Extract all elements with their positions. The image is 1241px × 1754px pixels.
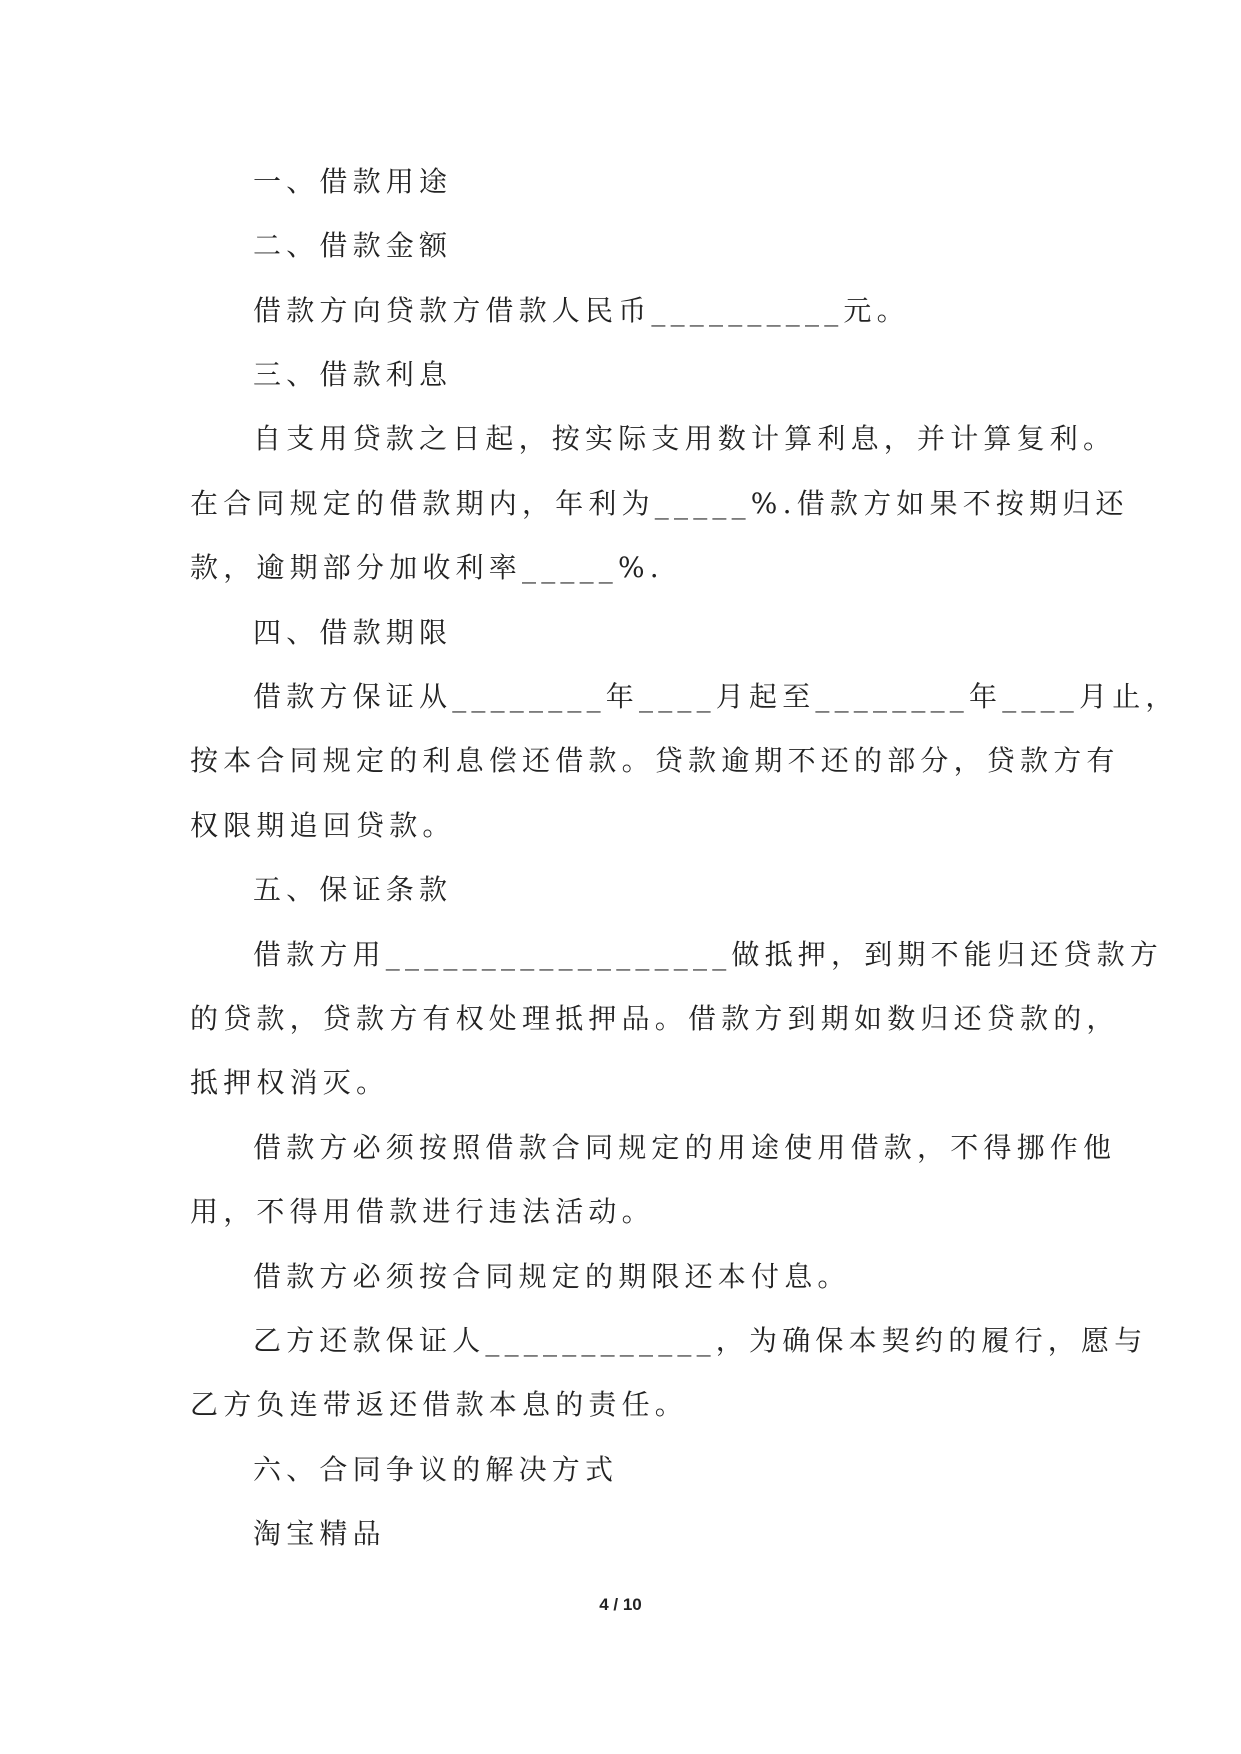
section-heading-amount: 二、借款金额 — [253, 229, 453, 262]
paragraph-line: 借款方必须按照借款合同规定的用途使用借款，不得挪作他 — [253, 1131, 1117, 1164]
paragraph-line: 自支用贷款之日起，按实际支用数计算利息，并计算复利。 — [253, 422, 1117, 455]
section-heading-purpose: 一、借款用途 — [253, 165, 453, 198]
paragraph-line: 乙方还款保证人____________，为确保本契约的履行，愿与 — [253, 1324, 1148, 1357]
paragraph-line: 款，逾期部分加收利率_____%. — [190, 551, 664, 584]
paragraph-line: 借款方用__________________做抵押，到期不能归还贷款方 — [253, 938, 1164, 971]
section-heading-guarantee: 五、保证条款 — [253, 873, 453, 906]
paragraph-line: 权限期追回贷款。 — [190, 809, 456, 842]
paragraph-line: 淘宝精品 — [253, 1517, 386, 1550]
paragraph-line: 乙方负连带返还借款本息的责任。 — [190, 1388, 689, 1421]
page-number: 4 / 10 — [599, 1595, 642, 1614]
paragraph-line: 借款方必须按合同规定的期限还本付息。 — [253, 1260, 851, 1293]
paragraph-line: 在合同规定的借款期内，年利为_____%.借款方如果不按期归还 — [190, 487, 1129, 520]
paragraph-line: 按本合同规定的利息偿还借款。贷款逾期不还的部分，贷款方有 — [190, 744, 1120, 777]
paragraph-line: 抵押权消灭。 — [190, 1066, 390, 1099]
paragraph-line: 借款方向贷款方借款人民币__________元。 — [253, 294, 910, 327]
section-heading-interest: 三、借款利息 — [253, 358, 453, 391]
paragraph-line: 用，不得用借款进行违法活动。 — [190, 1195, 655, 1228]
section-heading-dispute: 六、合同争议的解决方式 — [253, 1453, 619, 1486]
paragraph-line: 借款方保证从________年____月起至________年____月止， — [253, 680, 1179, 713]
paragraph-line: 的贷款，贷款方有权处理抵押品。借款方到期如数归还贷款的， — [190, 1002, 1120, 1035]
section-heading-term: 四、借款期限 — [253, 616, 453, 649]
